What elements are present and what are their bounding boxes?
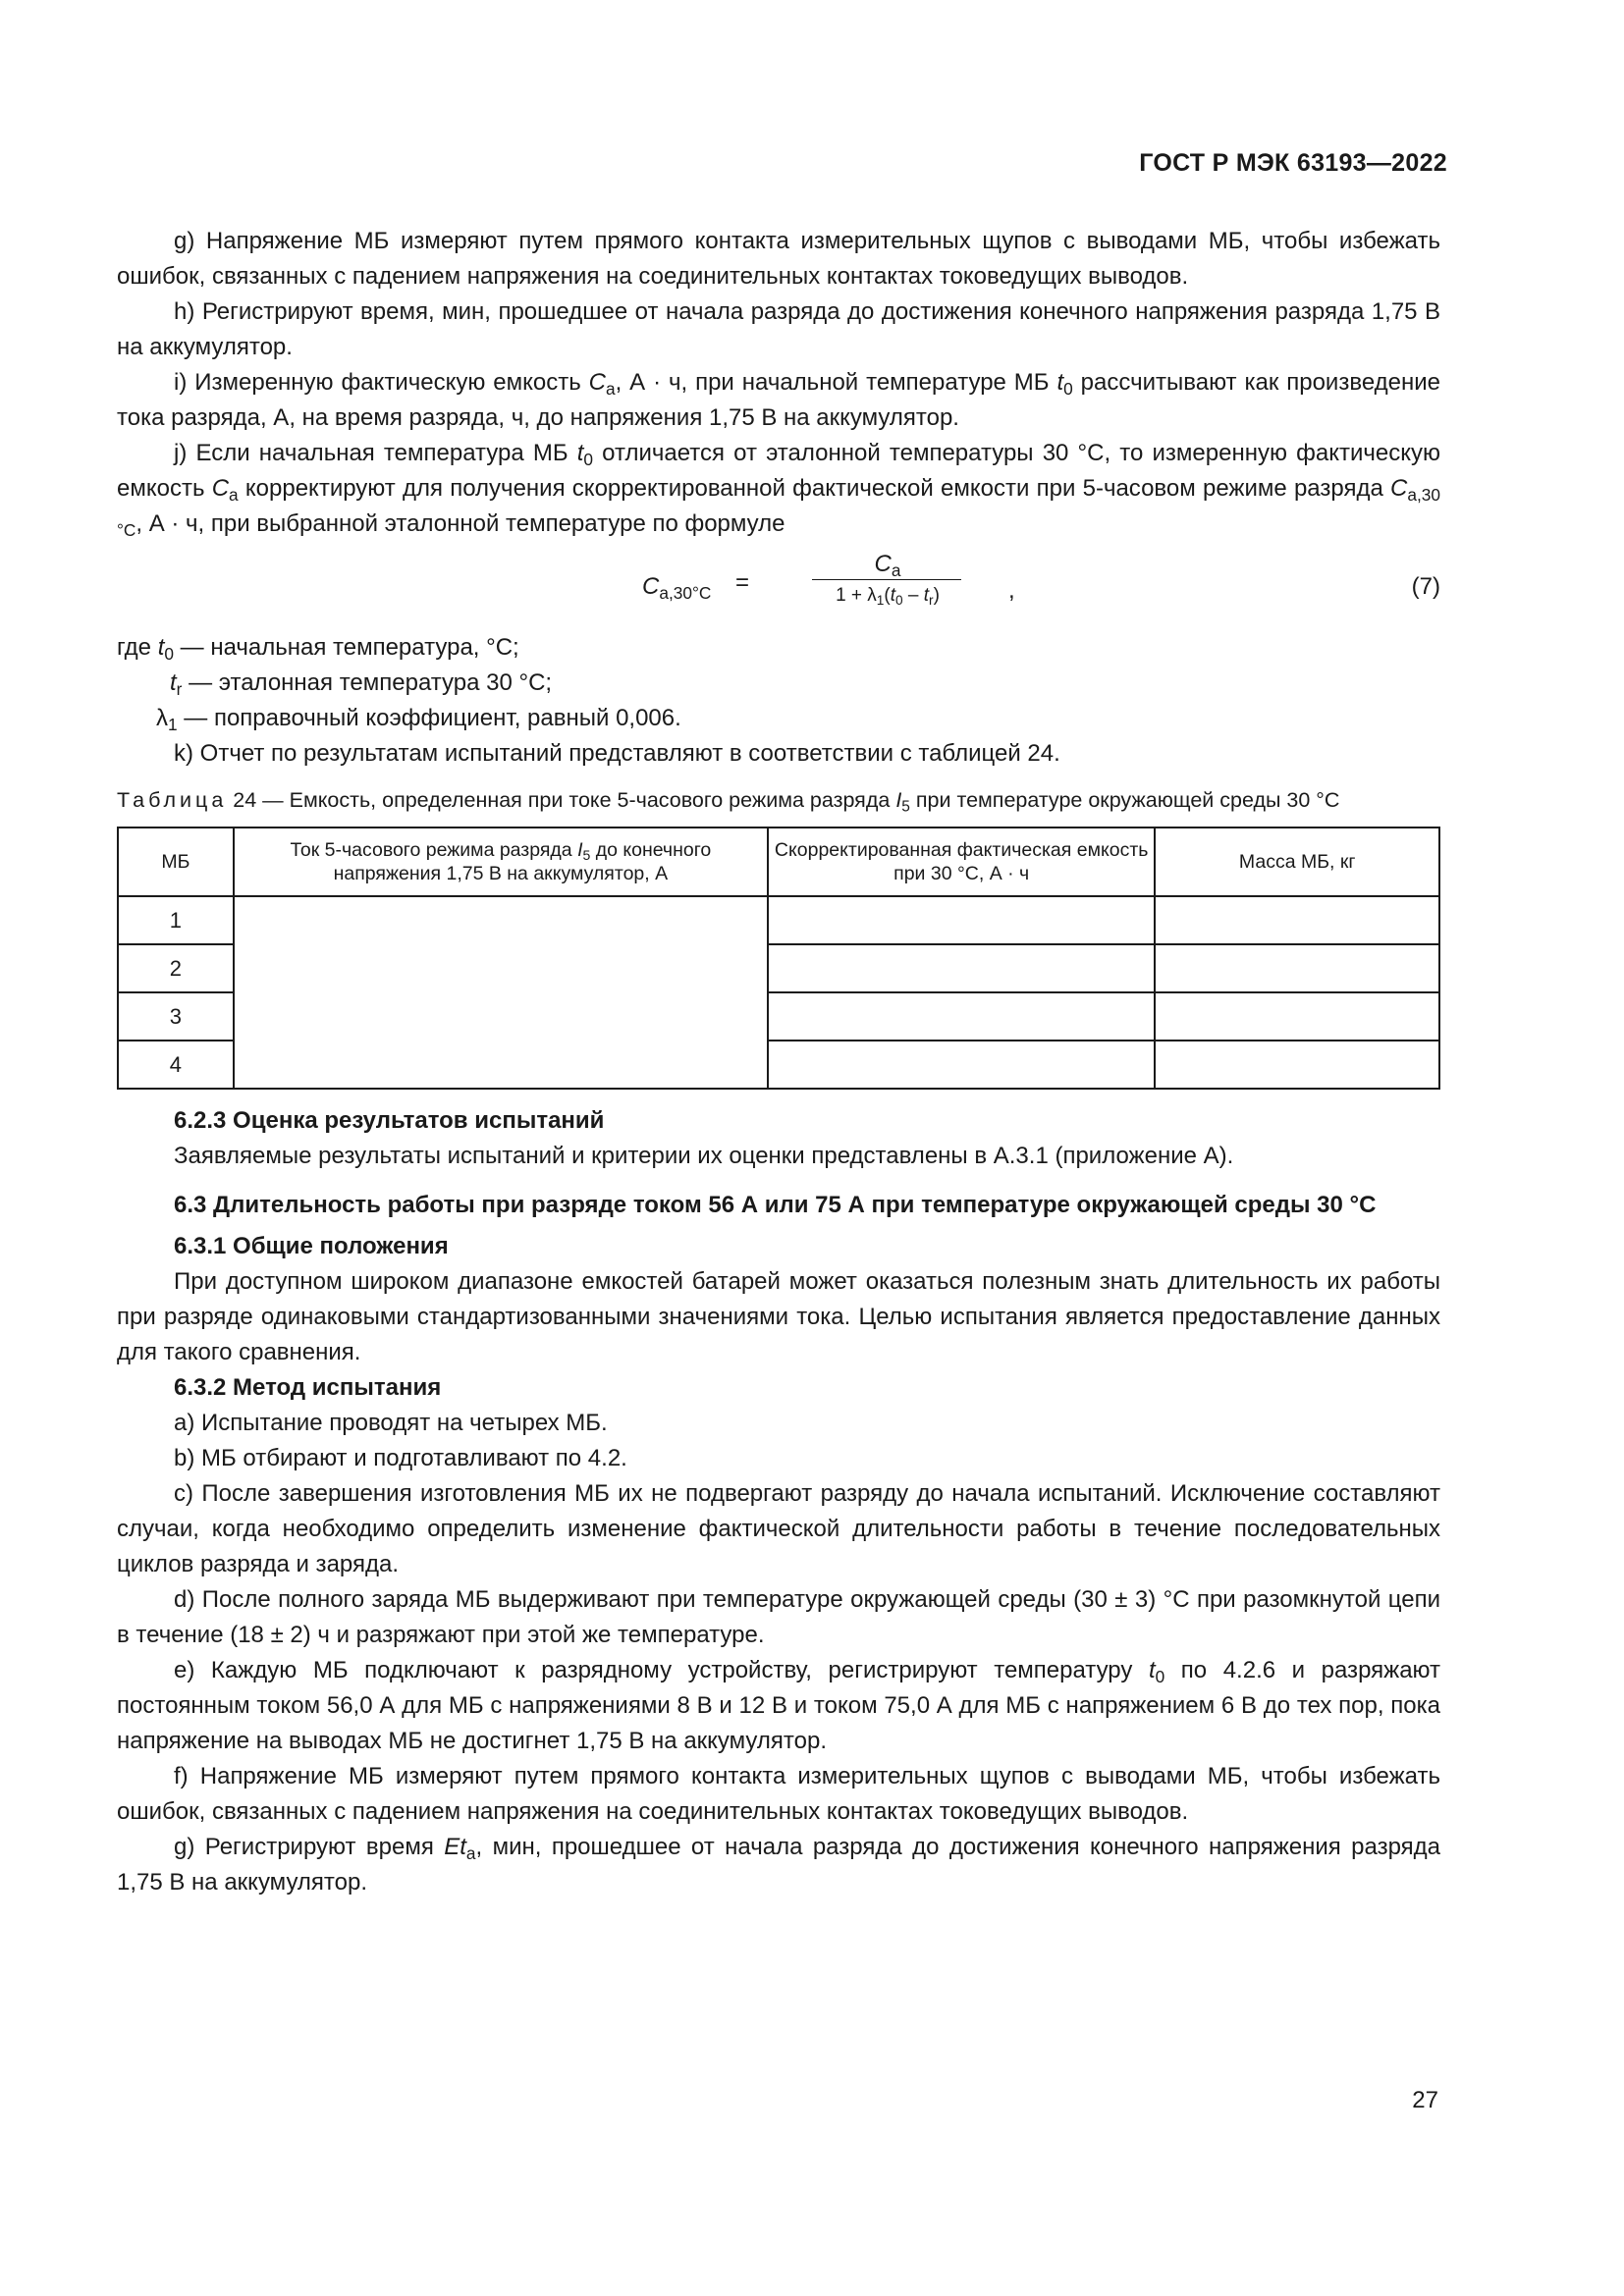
formula-denominator: $1 + \lambda_1(t_0 - t_r)$ bbox=[836, 585, 940, 609]
table-col-mass: Масса МБ, кг bbox=[1155, 828, 1439, 896]
table-col-current: Ток 5-часового режима разряда $I_5$ до конечного напряжения 1,75 В на аккумулятор, А bbox=[234, 828, 768, 896]
table-cell-capacity bbox=[768, 944, 1156, 992]
table-cell-mb: 4 bbox=[118, 1041, 234, 1089]
section-6-3-2-title: 6.3.2 Метод испытания bbox=[174, 1374, 442, 1401]
table-header-row bbox=[118, 828, 1439, 896]
item-e: e) Каждую МБ подключают к разрядному устройству, регистрируют температуру $t_0$ по 4.2.6 и разряжают постоянным током 56,0 А для МБ с напряжениями 8 В и 12 В и током 75,0 А для МБ с напряжением 6 В до тех пор, пока напряжение на выводах МБ не достигнет 1,75 В на аккумулятор. bbox=[117, 1657, 1441, 1754]
formula-equals: = bbox=[735, 569, 750, 596]
table-col-capacity: Скорректированная фактическая емкость при 30 °C, А · ч bbox=[768, 828, 1156, 896]
where-row-t0: где $t_0$ — начальная температура, °C; bbox=[117, 634, 519, 665]
formula-number: (7) bbox=[1411, 573, 1440, 600]
paragraph-j: j) Если начальная температура МБ $t_0$ отличается от эталонной температуры 30 °C, то измеренную фактическую емкость $C_a$ корректируют для получения скорректированной фактической емкости при 5-часовом режиме разряда $C_{a,30 ^\circ C}$, А · ч, при выбранной эталонной температуре по формуле bbox=[117, 440, 1440, 541]
table-col-mb: МБ bbox=[118, 828, 234, 896]
section-6-3-title: 6.3 Длительность работы при разряде током 56 А или 75 А при температуре окружающей среды 30 °C bbox=[174, 1192, 1377, 1218]
formula-7 bbox=[117, 548, 1440, 622]
item-f: f) Напряжение МБ измеряют путем прямого контакта измерительных щупов с выводами МБ, чтобы избежать ошибок, связанных с падением напряжения на соединительных контактах токоведущих выводов. bbox=[117, 1763, 1440, 1825]
section-6-3-1-title: 6.3.1 Общие положения bbox=[174, 1233, 449, 1259]
page-body bbox=[117, 224, 1440, 1900]
paragraph-i: i) Измеренную фактическую емкость $C_a$, А · ч, при начальной температуре МБ $t_0$ рассчитывают как произведение тока разряда, А, на время разряда, ч, до напряжения 1,75 В на аккумулятор. bbox=[117, 369, 1441, 431]
table-cell-mb: 2 bbox=[118, 944, 234, 992]
table-cell-mb: 3 bbox=[118, 992, 234, 1041]
table-row bbox=[118, 896, 1439, 944]
table-cell-capacity bbox=[768, 1041, 1156, 1089]
table-24 bbox=[117, 827, 1440, 1090]
formula-numerator: $C_a$ bbox=[874, 551, 901, 581]
table-cell-mass bbox=[1155, 992, 1439, 1041]
section-6-3-1-text: При доступном широком диапазоне емкостей батарей может оказаться полезным знать длительность их работы при разряде одинаковыми стандартизованными значениями тока. Целью испытания является предоставление данных для такого сравнения. bbox=[117, 1268, 1440, 1365]
table-cell-current-merged bbox=[234, 896, 768, 1089]
item-b: b) МБ отбирают и подготавливают по 4.2. bbox=[174, 1445, 627, 1471]
table-cell-capacity bbox=[768, 896, 1156, 944]
table-cell-mass bbox=[1155, 944, 1439, 992]
paragraph-k: k) Отчет по результатам испытаний представляют в соответствии с таблицей 24. bbox=[174, 740, 1060, 767]
table-cell-mb: 1 bbox=[118, 896, 234, 944]
formula-comma: , bbox=[1008, 577, 1015, 604]
where-block bbox=[117, 630, 1440, 736]
where-row-tr: $t_r$ — эталонная температура 30 °C; bbox=[170, 669, 553, 700]
table-cell-capacity bbox=[768, 992, 1156, 1041]
table-cell-mass bbox=[1155, 896, 1439, 944]
paragraph-g: g) Напряжение МБ измеряют путем прямого контакта измерительных щупов с выводами МБ, чтобы избежать ошибок, связанных с падением напряжения на соединительных контактах токоведущих выводов. bbox=[117, 228, 1440, 290]
paragraph-h: h) Регистрируют время, мин, прошедшее от начала разряда до достижения конечного напряжения разряда 1,75 В на аккумулятор. bbox=[117, 298, 1440, 360]
section-6-2-3-title: 6.2.3 Оценка результатов испытаний bbox=[174, 1107, 605, 1134]
where-row-lambda: $\lambda_1$ — поправочный коэффициент, равный 0,006. bbox=[156, 705, 681, 735]
item-c: c) После завершения изготовления МБ их не подвергают разряду до начала испытаний. Исключение составляют случаи, когда необходимо определить изменение фактической длительности работы в течение последовательных циклов разряда и заряда. bbox=[117, 1480, 1440, 1577]
item-d: d) После полного заряда МБ выдерживают при температуре окружающей среды (30 ± 3) °C при разомкнутой цепи в течение (18 ± 2) ч и разряжают при этой же температуре. bbox=[117, 1586, 1440, 1648]
formula-fraction bbox=[755, 550, 1020, 614]
table-24-caption: Таблица 24 — Емкость, определенная при токе 5-часового режима разряда $I_5$ при температуре окружающей среды 30 °C bbox=[117, 788, 1340, 816]
item-a: a) Испытание проводят на четырех МБ. bbox=[174, 1410, 608, 1436]
page-number: 27 bbox=[1412, 2087, 1438, 2113]
formula-lhs: $C_{a,30^\circ C}$ bbox=[642, 573, 712, 604]
table-cell-mass bbox=[1155, 1041, 1439, 1089]
standard-header: ГОСТ Р МЭК 63193—2022 bbox=[1139, 149, 1447, 177]
item-g: g) Регистрируют время $Et_a$, мин, прошедшее от начала разряда до достижения конечного напряжения разряда 1,75 В на аккумулятор. bbox=[117, 1834, 1441, 1896]
section-6-2-3-text: Заявляемые результаты испытаний и критерии их оценки представлены в А.3.1 (приложение А). bbox=[174, 1143, 1234, 1169]
